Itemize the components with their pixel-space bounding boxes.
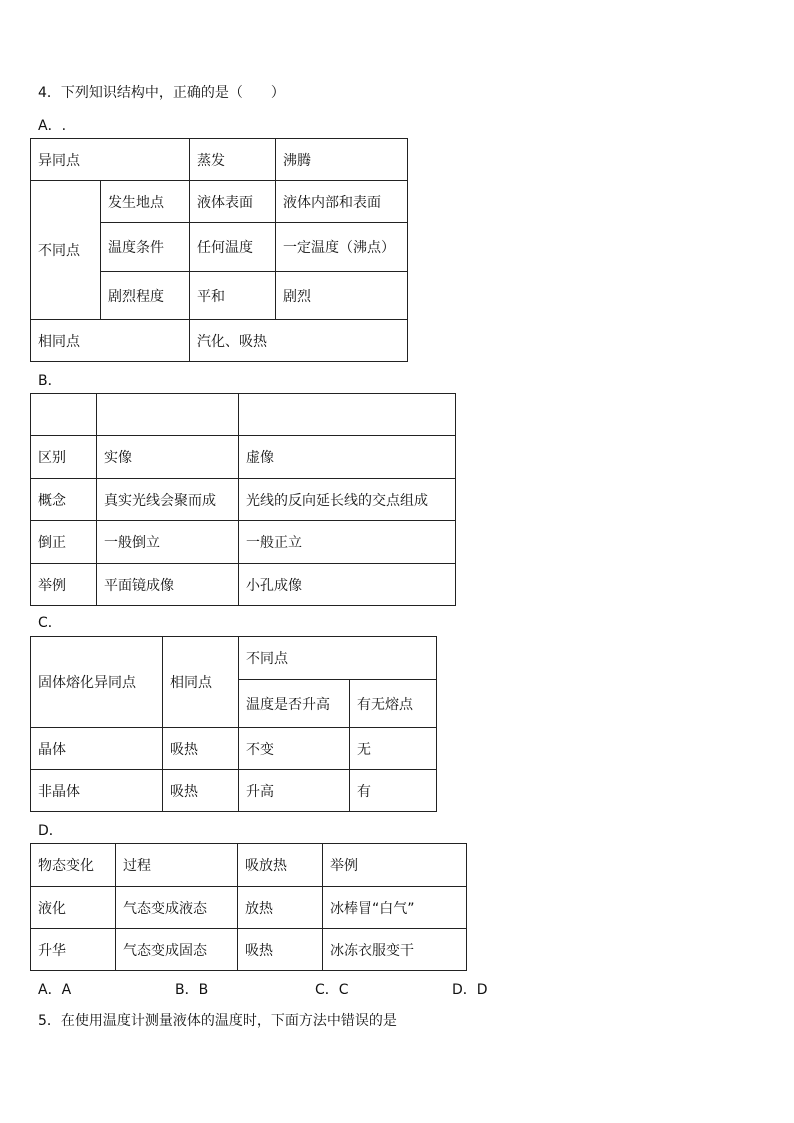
table-cell: 相同点: [163, 637, 239, 728]
table-cell: 不同点: [31, 181, 101, 320]
table-cell: 一定温度（沸点）: [276, 223, 408, 272]
table-row: [31, 770, 437, 812]
table-cell: 汽化、吸热: [190, 320, 408, 362]
table-cell: 蒸发: [190, 139, 276, 181]
question-5-stem: 5．在使用温度计测量液体的温度时，下面方法中错误的是: [38, 1013, 397, 1029]
table-row: [31, 929, 467, 971]
table-cell: 一般正立: [239, 521, 456, 564]
table-row: [31, 181, 408, 223]
table-cell: 晶体: [31, 728, 163, 770]
table-cell: 液体表面: [190, 181, 276, 223]
table-row: [31, 887, 467, 929]
table-cell: 有: [350, 770, 437, 812]
table-cell: 升华: [31, 929, 116, 971]
table-cell: 有无熔点: [350, 680, 437, 728]
table-row: [31, 637, 437, 680]
option-b-label: B．: [38, 373, 62, 389]
choice-a[interactable]: A．A: [38, 982, 72, 998]
table-cell: 实像: [97, 436, 239, 479]
option-a-table: [30, 138, 408, 362]
option-d-table: [30, 843, 467, 971]
option-c-label: C．: [38, 615, 62, 631]
choice-c[interactable]: C．C: [315, 982, 349, 998]
table-cell: 过程: [116, 844, 238, 887]
choice-d[interactable]: D．D: [452, 982, 488, 998]
table-cell: [97, 394, 239, 436]
option-b-table: [30, 393, 456, 606]
table-cell: 无: [350, 728, 437, 770]
table-cell: 真实光线会聚而成: [97, 479, 239, 521]
table-cell: 吸热: [163, 770, 239, 812]
table-cell: [239, 394, 456, 436]
table-cell: 平面镜成像: [97, 564, 239, 606]
table-cell: 一般倒立: [97, 521, 239, 564]
table-cell: 剧烈程度: [101, 272, 190, 320]
choice-b[interactable]: B．B: [175, 982, 209, 998]
table-cell: 沸腾: [276, 139, 408, 181]
table-cell: 不同点: [239, 637, 437, 680]
table-cell: 剧烈: [276, 272, 408, 320]
table-cell: 冰棒冒“白气”: [323, 887, 467, 929]
table-cell: 气态变成液态: [116, 887, 238, 929]
table-cell: 小孔成像: [239, 564, 456, 606]
table-row: [31, 521, 456, 564]
table-cell: 固体熔化异同点: [31, 637, 163, 728]
table-row: [31, 479, 456, 521]
table-cell: 放热: [238, 887, 323, 929]
table-cell: 物态变化: [31, 844, 116, 887]
table-cell: 吸热: [163, 728, 239, 770]
question-4-stem: 4．下列知识结构中，正确的是（ ）: [38, 85, 285, 101]
table-cell: 举例: [31, 564, 97, 606]
table-cell: 冰冻衣服变干: [323, 929, 467, 971]
table-cell: 区别: [31, 436, 97, 479]
table-cell: [31, 394, 97, 436]
table-cell: 温度是否升高: [239, 680, 350, 728]
table-row: [31, 320, 408, 362]
table-cell: 概念: [31, 479, 97, 521]
option-d-label: D．: [38, 823, 63, 839]
option-c-table: [30, 636, 437, 812]
table-cell: 任何温度: [190, 223, 276, 272]
table-row: [31, 844, 467, 887]
table-cell: 吸热: [238, 929, 323, 971]
table-cell: 升高: [239, 770, 350, 812]
table-row: [31, 139, 408, 181]
table-row: [31, 728, 437, 770]
table-cell: 液体内部和表面: [276, 181, 408, 223]
table-cell: 非晶体: [31, 770, 163, 812]
table-cell: 异同点: [31, 139, 190, 181]
table-cell: 平和: [190, 272, 276, 320]
table-cell: 倒正: [31, 521, 97, 564]
table-cell: 发生地点: [101, 181, 190, 223]
table-cell: 温度条件: [101, 223, 190, 272]
table-row: [31, 564, 456, 606]
table-cell: 液化: [31, 887, 116, 929]
table-cell: 光线的反向延长线的交点组成: [239, 479, 456, 521]
table-cell: 举例: [323, 844, 467, 887]
table-cell: 相同点: [31, 320, 190, 362]
table-row: [31, 436, 456, 479]
table-row: [31, 394, 456, 436]
table-cell: 不变: [239, 728, 350, 770]
table-cell: 气态变成固态: [116, 929, 238, 971]
table-cell: 吸放热: [238, 844, 323, 887]
table-cell: 虚像: [239, 436, 456, 479]
option-a-label: A．.: [38, 118, 67, 134]
